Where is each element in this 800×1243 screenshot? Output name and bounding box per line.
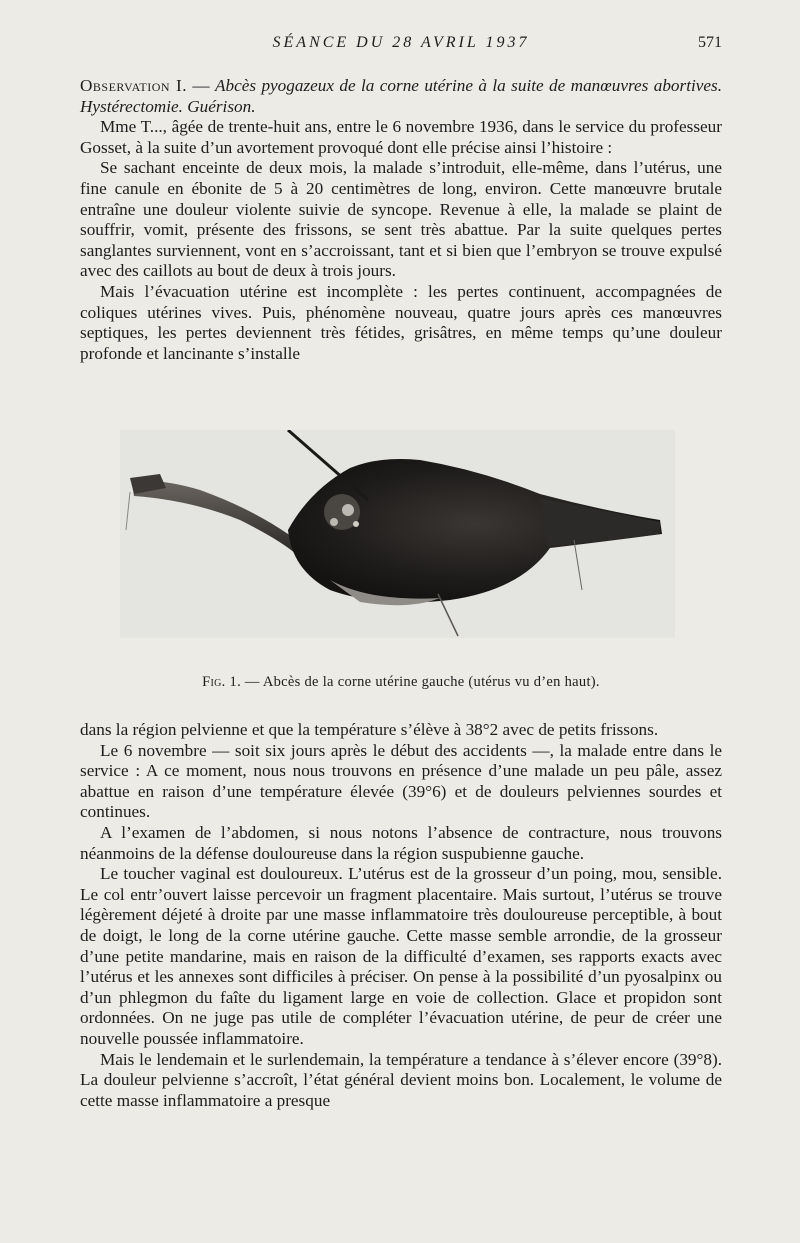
paragraph: Mme T..., âgée de trente-huit ans, entre le 6 novembre 1936, dans le service du professeur Gosset, à la suite d’un avortement provoqué dont elle précise ainsi l’histoire : [80, 117, 722, 157]
uterus-specimen-photo [120, 430, 675, 638]
figure-caption [80, 674, 722, 691]
paragraph: Se sachant enceinte de deux mois, la malade s’introduit, elle-même, dans l’utérus, une fine canule en ébonite de 5 à 20 centimètres de long, environ. Cette manœuvre brutale entraîne une douleur violente suivie de syncope. Revenue à elle, la malade se plaint de souffrir, vomit, présente des frissons, se sent très abattue. Par la suite quelques pertes sanglantes surviennent, vont en s’accroissant, tant et si bien que l’embryon se trouve expulsé avec des caillots au bout de deux à trois jours. [80, 158, 722, 281]
figure-caption-text: — Abcès de la corne utérine gauche (utérus vu d’en haut). [241, 674, 600, 690]
observation-title: Abcès pyogazeux de la corne utérine à la suite de manœuvres abortives. Hystérectomie. Guérison. [80, 76, 722, 116]
figure-label: Fig. 1. [202, 674, 241, 690]
paragraph: Mais l’évacuation utérine est incomplète : les pertes continuent, accompagnées de coliques utérines vives. Puis, phénomène nouveau, quatre jours après ces manœuvres septiques, les pertes deviennent très fétides, grisâtres, en même temps qu’une douleur profonde et lancinante s’installe [80, 281, 722, 363]
paragraph: Le 6 novembre — soit six jours après le début des accidents —, la malade entre dans le service : A ce moment, nous nous trouvons en présence d’une malade un peu pâle, assez abattue en raison d’une température élevée (39°6) et de douleurs pelviennes sourdes et continues. [80, 740, 722, 822]
paragraph: A l’examen de l’abdomen, si nous notons l’absence de contracture, nous trouvons néanmoins de la défense douloureuse dans la région suspubienne gauche. [80, 822, 722, 863]
observation-label: Observation I. [80, 76, 187, 95]
running-title: SÉANCE DU 28 AVRIL 1937 [272, 34, 530, 51]
observation-heading [80, 76, 722, 117]
running-head [80, 34, 722, 56]
page-number: 571 [698, 34, 722, 51]
text-block-top [80, 76, 722, 364]
paragraph: Mais le lendemain et le surlendemain, la température a tendance à s’élever encore (39°8). La douleur pelvienne s’accroît, l’état général devient moins bon. Localement, le volume de cette masse inflammatoire a presque [80, 1049, 722, 1110]
figure-photograph [120, 430, 675, 638]
paragraph: Le toucher vaginal est douloureux. L’utérus est de la grosseur d’un poing, mou, sensible. Le col entr’ouvert laisse percevoir un fragment placentaire. Mais surtout, l’utérus se trouve légèrement déjeté à droite par une masse inflammatoire très douloureuse perceptible, à bout de doigt, le long de la corne utérine gauche. Cette masse semble arrondie, de la grosseur d’une petite mandarine, mais en raison de la difficulté d’examen, ses rapports exacts avec l’utérus et les annexes sont difficiles à préciser. On pense à la possibilité d’un pyosalpinx ou d’un phlegmon du faîte du ligament large en voie de collection. Glace et propidon sont ordonnées. On ne juge pas utile de compléter l’évacuation utérine, de peur de créer une nouvelle poussée inflammatoire. [80, 864, 722, 1048]
paragraph: dans la région pelvienne et que la température s’élève à 38°2 avec de petits frissons. [80, 720, 659, 739]
observation-dash: — [187, 76, 215, 95]
text-block-bottom [80, 720, 722, 1111]
